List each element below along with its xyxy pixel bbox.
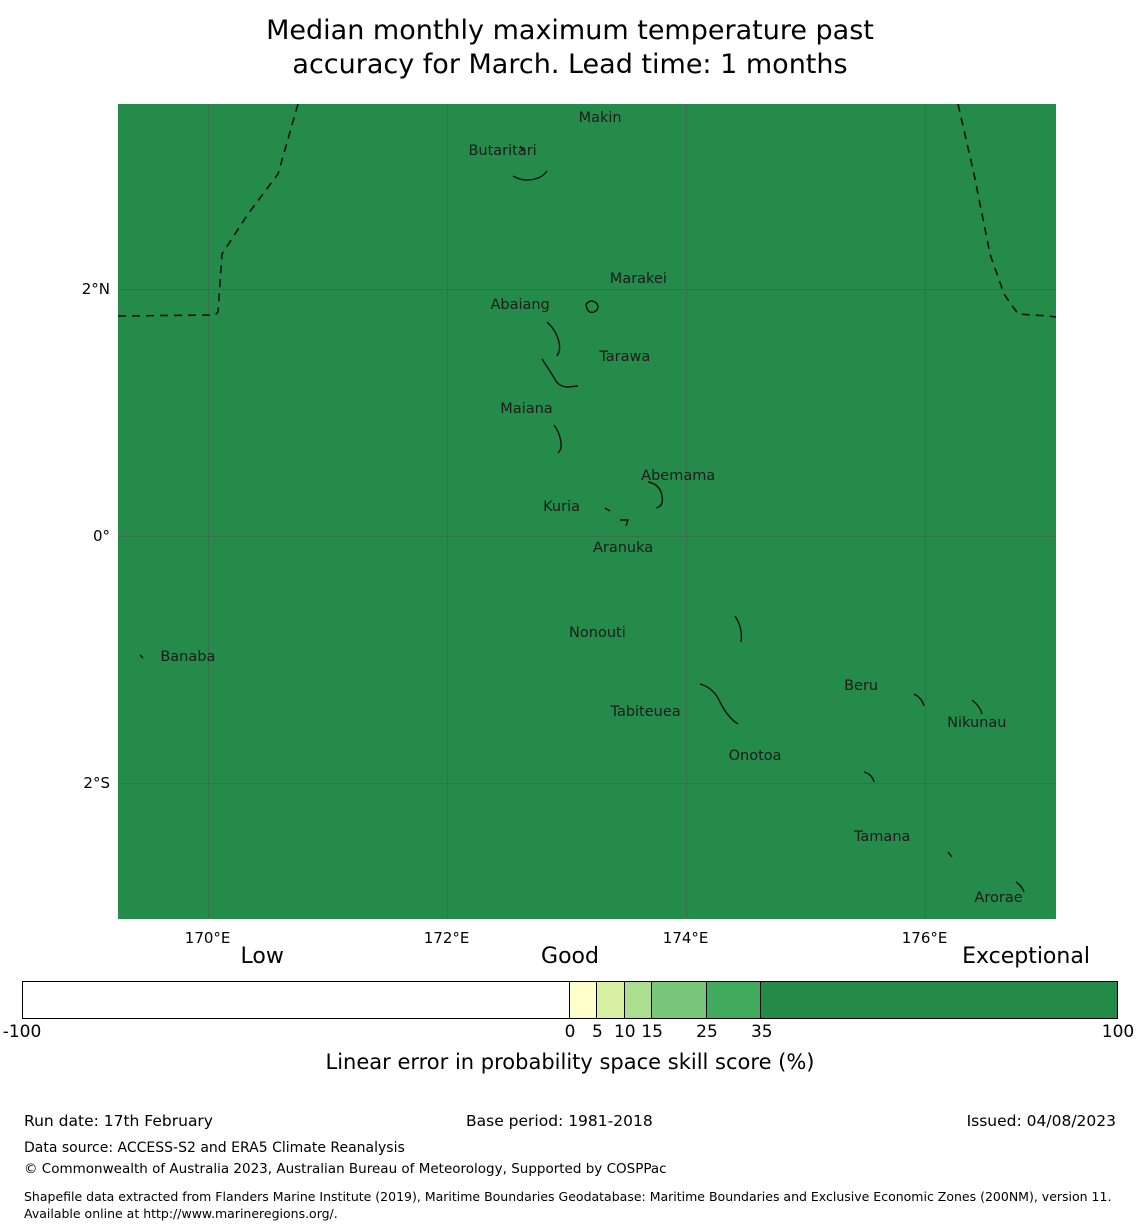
gridline-vertical bbox=[447, 104, 448, 919]
colorbar bbox=[22, 981, 1118, 1019]
colorbar-segment bbox=[707, 982, 762, 1018]
island-label-onotoa: Onotoa bbox=[728, 748, 782, 764]
island-label-maiana: Maiana bbox=[500, 400, 553, 417]
base-period-text: Base period: 1981-2018 bbox=[466, 1112, 653, 1130]
gridline-horizontal bbox=[118, 783, 1056, 784]
island-label-tabiteuea: Tabiteuea bbox=[610, 703, 681, 720]
map-canvas bbox=[118, 104, 1056, 919]
colorbar-word-good: Good bbox=[541, 944, 599, 969]
island-label-tarawa: Tarawa bbox=[599, 349, 651, 366]
gridline-vertical bbox=[208, 104, 209, 919]
issued-date-text: Issued: 04/08/2023 bbox=[966, 1112, 1116, 1130]
colorbar-tick-label: -100 bbox=[2, 1022, 42, 1042]
gridline-horizontal bbox=[118, 536, 1056, 537]
x-axis-tick-label: 172°E bbox=[423, 929, 470, 947]
y-axis-tick-label: 2°N bbox=[81, 280, 110, 299]
colorbar-word-exceptional: Exceptional bbox=[962, 944, 1090, 969]
colorbar-tick-label: 5 bbox=[591, 1022, 603, 1042]
data-source-text: Data source: ACCESS-S2 and ERA5 Climate Reanalysis bbox=[24, 1140, 405, 1156]
colorbar-category-words bbox=[0, 944, 1140, 974]
coastline-marakei bbox=[586, 301, 598, 312]
coastline-tarawa bbox=[542, 359, 578, 387]
page-title-line-2: accuracy for March. Lead time: 1 months bbox=[292, 49, 848, 80]
coastline-onotoa bbox=[864, 772, 874, 782]
island-label-makin: Makin bbox=[578, 110, 622, 127]
y-axis-tick-label: 2°S bbox=[83, 774, 110, 793]
island-label-nikunau: Nikunau bbox=[947, 714, 1007, 731]
colorbar-tick-label: 25 bbox=[696, 1022, 718, 1042]
colorbar-tick-label: 10 bbox=[613, 1022, 636, 1042]
coastline-butaritari bbox=[513, 171, 547, 180]
gridline-vertical bbox=[686, 104, 687, 919]
island-label-arorae: Arorae bbox=[974, 890, 1023, 907]
x-axis-tick-label: 174°E bbox=[662, 929, 709, 947]
eez-boundary-east bbox=[958, 104, 1056, 317]
coastline-kuria bbox=[605, 508, 610, 511]
island-label-banaba: Banaba bbox=[160, 649, 216, 666]
page-title-line-1: Median monthly maximum temperature past bbox=[266, 15, 874, 46]
colorbar-segment bbox=[597, 982, 624, 1018]
island-label-abaiang: Abaiang bbox=[490, 296, 550, 313]
coastlines-and-eez-overlay bbox=[118, 104, 1056, 919]
x-axis-tick-label: 170°E bbox=[184, 929, 231, 947]
island-label-butaritari: Butaritari bbox=[468, 142, 537, 159]
island-label-beru: Beru bbox=[844, 678, 879, 695]
colorbar-tick-label: 100 bbox=[1101, 1022, 1135, 1042]
run-date-text: Run date: 17th February bbox=[24, 1112, 213, 1130]
x-axis-tick-label: 176°E bbox=[901, 929, 948, 947]
coastline-abemama bbox=[648, 482, 662, 508]
island-label-nonouti: Nonouti bbox=[569, 624, 626, 641]
colorbar-tick-label: 35 bbox=[750, 1022, 773, 1042]
colorbar-segment bbox=[761, 982, 1117, 1018]
coastline-tabiteuea bbox=[700, 684, 738, 724]
gridline-horizontal bbox=[118, 289, 1056, 290]
copyright-text: © Commonwealth of Australia 2023, Australian Bureau of Meteorology, Supported by COSPPac bbox=[24, 1161, 667, 1177]
island-label-abemama: Abemama bbox=[641, 467, 716, 484]
map-panel bbox=[81, 104, 1056, 947]
island-label-marakei: Marakei bbox=[609, 270, 667, 287]
island-label-tamana: Tamana bbox=[853, 828, 911, 845]
shapefile-attribution-text: Shapefile data extracted from Flanders Marine Institute (2019), Maritime Boundaries Geodatabase: Maritime Boundaries and Exclusive Economic Zones (200NM), version 11. Available online at http://www.marineregions.org/. bbox=[24, 1189, 1112, 1221]
coastline-tamana bbox=[948, 852, 952, 857]
colorbar-tick-label: 15 bbox=[641, 1022, 664, 1042]
colorbar-tick-label: 0 bbox=[564, 1022, 576, 1042]
coastline-maiana bbox=[554, 425, 561, 453]
coastline-aranuka bbox=[620, 520, 628, 526]
coastline-beru bbox=[914, 694, 924, 706]
island-label-kuria: Kuria bbox=[543, 498, 580, 515]
colorbar-segment bbox=[570, 982, 597, 1018]
colorbar-segment bbox=[23, 982, 570, 1018]
coastline-nonouti bbox=[735, 616, 741, 642]
colorbar-word-low: Low bbox=[240, 944, 284, 969]
coastline-abaiang bbox=[547, 322, 560, 356]
colorbar-segment bbox=[625, 982, 652, 1018]
island-label-aranuka: Aranuka bbox=[592, 540, 654, 557]
colorbar-segment bbox=[652, 982, 707, 1018]
coastline-banaba bbox=[140, 655, 143, 658]
coastline-nikunau bbox=[972, 700, 982, 714]
colorbar-title: Linear error in probability space skill score (%) bbox=[325, 1050, 815, 1074]
y-axis-tick-label: 0° bbox=[92, 527, 110, 546]
colorbar-tick-labels bbox=[0, 1022, 1140, 1044]
gridline-vertical bbox=[925, 104, 926, 919]
page-title bbox=[0, 0, 1140, 82]
